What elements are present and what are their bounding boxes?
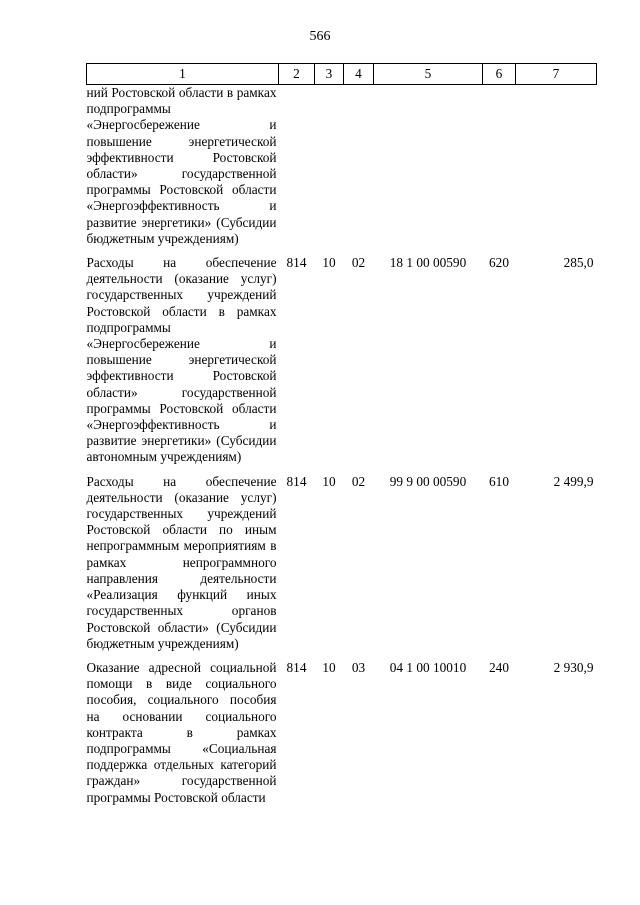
row-col5: 18 1 00 00590 [389, 255, 467, 271]
row-col6 [483, 85, 516, 256]
column-header-6: 6 [483, 64, 516, 85]
row-col5: 04 1 00 10010 [389, 659, 467, 675]
column-header-1: 1 [87, 64, 279, 85]
row-col3: 10 [322, 255, 336, 271]
column-header-4: 4 [344, 64, 374, 85]
row-description: Оказание адресной социальной помощи в виде социального пособия, социального пособия на основании социального контракта в рамках подпрограммы «Социальная поддержка отдельных категорий граждан» государственной программы Ростовской области [86, 659, 277, 805]
table-row [87, 660, 597, 806]
row-amount [516, 85, 597, 256]
row-col2: 814 [286, 473, 307, 489]
row-col4: 03 [351, 659, 366, 675]
row-col3: 10 [322, 473, 336, 489]
row-amount: 2 499,9 [553, 473, 594, 489]
row-col6: 240 [489, 659, 509, 675]
row-col2: 814 [286, 255, 307, 271]
table-header [87, 64, 597, 85]
column-header-7: 7 [516, 64, 597, 85]
column-header-3: 3 [315, 64, 344, 85]
row-col2: 814 [286, 659, 307, 675]
row-amount: 2 930,9 [553, 659, 594, 675]
row-description: Расходы на обеспечение деятельности (оказание услуг) государственных учреждений Ростовской области в рамках подпрограммы «Энергосбережение и повышение энергетической эффективности Ростовской области» государственной программы Ростовской области «Энергоэффективность и развитие энергетики» (Субсидии автономным учреждениям) [86, 255, 277, 465]
row-col6: 620 [489, 255, 509, 271]
table-row [87, 85, 597, 256]
row-amount: 285,0 [563, 255, 594, 271]
budget-table [86, 63, 597, 806]
row-col2 [279, 85, 315, 256]
table-row [87, 255, 597, 474]
row-col5 [374, 85, 483, 256]
column-header-2: 2 [279, 64, 315, 85]
row-description: Расходы на обеспечение деятельности (оказание услуг) государственных учреждений Ростовской области по иным непрограммным мероприятиям в рамках непрограммного направления деятельности «Реализация функций иных государственных органов Ростовской области» (Субсидии бюджетным учреждениям) [86, 473, 277, 651]
table-row [87, 474, 597, 660]
page-number: 566 [309, 29, 331, 44]
row-col4: 02 [351, 473, 366, 489]
row-col4: 02 [351, 255, 366, 271]
row-col6: 610 [489, 473, 509, 489]
header-row [87, 64, 597, 85]
column-header-5: 5 [374, 64, 483, 85]
row-col5: 99 9 00 00590 [389, 473, 467, 489]
row-description: ний Ростовской области в рамках подпрограммы «Энергосбережение и повышение энергетической эффективности Ростовской области» государственной программы Ростовской области «Энергоэффективность и развитие энергетики» (Субсидии бюджетным учреждениям) [86, 85, 277, 246]
row-col3: 10 [322, 659, 336, 675]
row-col3 [315, 85, 344, 256]
row-col4 [344, 85, 374, 256]
